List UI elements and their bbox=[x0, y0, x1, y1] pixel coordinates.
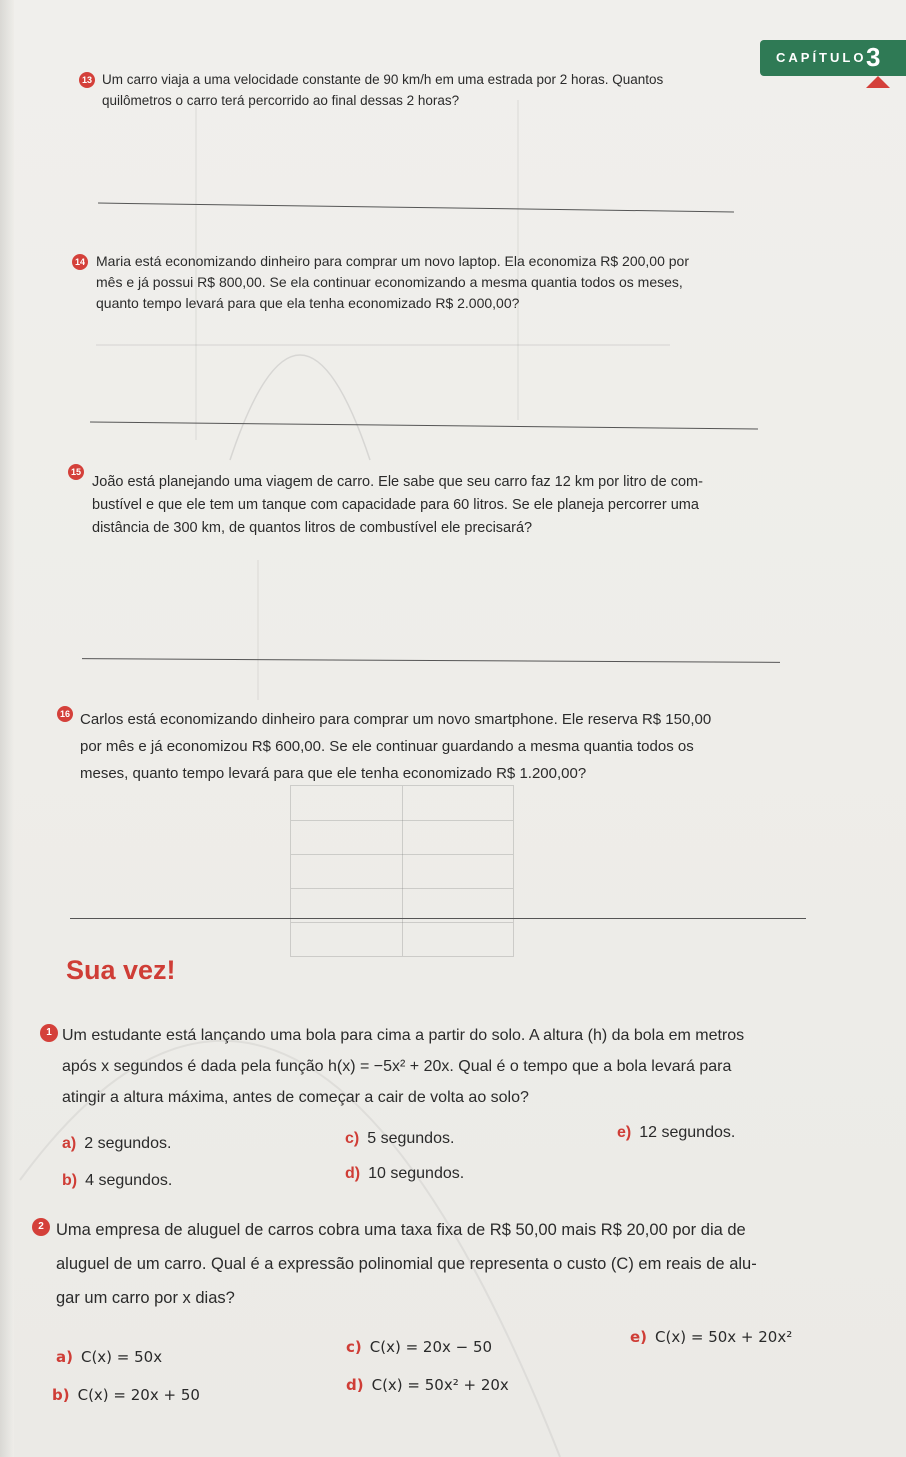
option-text: C(x) = 50x + 20x² bbox=[655, 1328, 793, 1346]
option-letter: d) bbox=[345, 1165, 361, 1182]
option-text: 12 segundos. bbox=[639, 1124, 736, 1141]
question-16-line-1: Carlos está economizando dinheiro para comprar um novo smartphone. Ele reserva R$ 150,00 bbox=[80, 711, 712, 728]
question-15-number: 15 bbox=[68, 464, 84, 480]
chapter-number: 3 bbox=[866, 42, 881, 72]
exercise-2-number: 2 bbox=[32, 1218, 50, 1236]
exercise-2-text bbox=[56, 1213, 757, 1315]
question-14-text bbox=[96, 251, 689, 314]
question-15-line-2: bustível e que ele tem um tanque com capacidade para 60 litros. Se ele planeja percorrer uma bbox=[92, 497, 699, 513]
option-text: C(x) = 20x − 50 bbox=[369, 1338, 493, 1356]
option-letter: e) bbox=[630, 1328, 648, 1346]
option-text: 10 segundos. bbox=[368, 1165, 465, 1182]
question-13-text bbox=[102, 69, 663, 111]
option-letter: b) bbox=[62, 1172, 78, 1189]
exercise-1-option-e[interactable] bbox=[617, 1124, 735, 1142]
exercise-1-text bbox=[62, 1020, 744, 1113]
question-13-line-1: Um carro viaja a uma velocidade constante de 90 km/h em uma estrada por 2 horas. Quantos bbox=[102, 72, 664, 87]
exercise-1-option-c[interactable] bbox=[345, 1130, 454, 1148]
option-text: C(x) = 50x² + 20x bbox=[371, 1376, 509, 1394]
question-14-number: 14 bbox=[72, 254, 88, 270]
option-letter: c) bbox=[345, 1130, 360, 1147]
question-16-number: 16 bbox=[57, 706, 73, 722]
bleed-through-table bbox=[290, 785, 514, 957]
option-letter: c) bbox=[346, 1338, 362, 1356]
option-text: 2 segundos. bbox=[84, 1135, 172, 1152]
question-15-line-3: distância de 300 km, de quantos litros de combustível ele precisará? bbox=[92, 520, 533, 536]
question-15-text bbox=[92, 471, 703, 540]
exercise-2-line-1: Uma empresa de aluguel de carros cobra uma taxa fixa de R$ 50,00 mais R$ 20,00 por dia de bbox=[56, 1221, 746, 1239]
exercise-2-option-b[interactable] bbox=[52, 1386, 200, 1404]
exercise-1-line-3: atingir a altura máxima, antes de começar a cair de volta ao solo? bbox=[62, 1089, 529, 1106]
question-16-line-3: meses, quanto tempo levará para que ele tenha economizado R$ 1.200,00? bbox=[80, 765, 587, 782]
option-text: C(x) = 20x + 50 bbox=[77, 1386, 200, 1404]
exercise-1-option-a[interactable] bbox=[62, 1135, 171, 1153]
option-letter: a) bbox=[56, 1348, 73, 1366]
option-letter: e) bbox=[617, 1124, 632, 1141]
exercise-2-option-c[interactable] bbox=[346, 1338, 492, 1356]
option-letter: d) bbox=[346, 1376, 364, 1394]
exercise-1-option-d[interactable] bbox=[345, 1165, 464, 1183]
exercise-1-number: 1 bbox=[40, 1024, 58, 1042]
exercise-2-option-e[interactable] bbox=[630, 1328, 792, 1346]
question-15-line-1: João está planejando uma viagem de carro. Ele sabe que seu carro faz 12 km por litro de com- bbox=[92, 474, 703, 490]
exercise-1-option-b[interactable] bbox=[62, 1172, 172, 1190]
option-letter: b) bbox=[52, 1386, 70, 1404]
question-14-line-2: mês e já possui R$ 800,00. Se ela continuar economizando a mesma quantia todos os meses, bbox=[96, 274, 683, 290]
question-16-line-2: por mês e já economizou R$ 600,00. Se ele continuar guardando a mesma quantia todos os bbox=[80, 738, 694, 755]
option-text: C(x) = 50x bbox=[80, 1348, 163, 1366]
question-16-answer-line[interactable] bbox=[70, 918, 806, 919]
question-14-line-3: quanto tempo levará para que ela tenha economizado R$ 2.000,00? bbox=[96, 295, 520, 311]
chapter-label: CAPÍTULO bbox=[776, 50, 867, 65]
option-text: 5 segundos. bbox=[367, 1130, 455, 1147]
exercise-1-line-1: Um estudante está lançando uma bola para cima a partir do solo. A altura (h) da bola em metros bbox=[62, 1027, 745, 1044]
section-title: Sua vez! bbox=[66, 955, 176, 985]
exercise-2-line-2: aluguel de um carro. Qual é a expressão polinomial que representa o custo (C) em reais de alu- bbox=[56, 1255, 757, 1273]
exercise-2-line-3: gar um carro por x dias? bbox=[56, 1289, 235, 1307]
option-text: 4 segundos. bbox=[85, 1172, 173, 1189]
option-letter: a) bbox=[62, 1135, 77, 1152]
question-16-text bbox=[80, 706, 711, 787]
question-13-line-2: quilômetros o carro terá percorrido ao final dessas 2 horas? bbox=[102, 93, 460, 108]
exercise-1-line-2: após x segundos é dada pela função h(x) = −5x² + 20x. Qual é o tempo que a bola levará para bbox=[62, 1058, 732, 1075]
exercise-2-option-a[interactable] bbox=[56, 1348, 162, 1366]
question-13-number: 13 bbox=[79, 72, 95, 88]
exercise-2-option-d[interactable] bbox=[346, 1376, 509, 1394]
question-14-line-1: Maria está economizando dinheiro para comprar um novo laptop. Ela economiza R$ 200,00 por bbox=[96, 253, 690, 269]
chapter-marker-triangle bbox=[866, 76, 890, 88]
